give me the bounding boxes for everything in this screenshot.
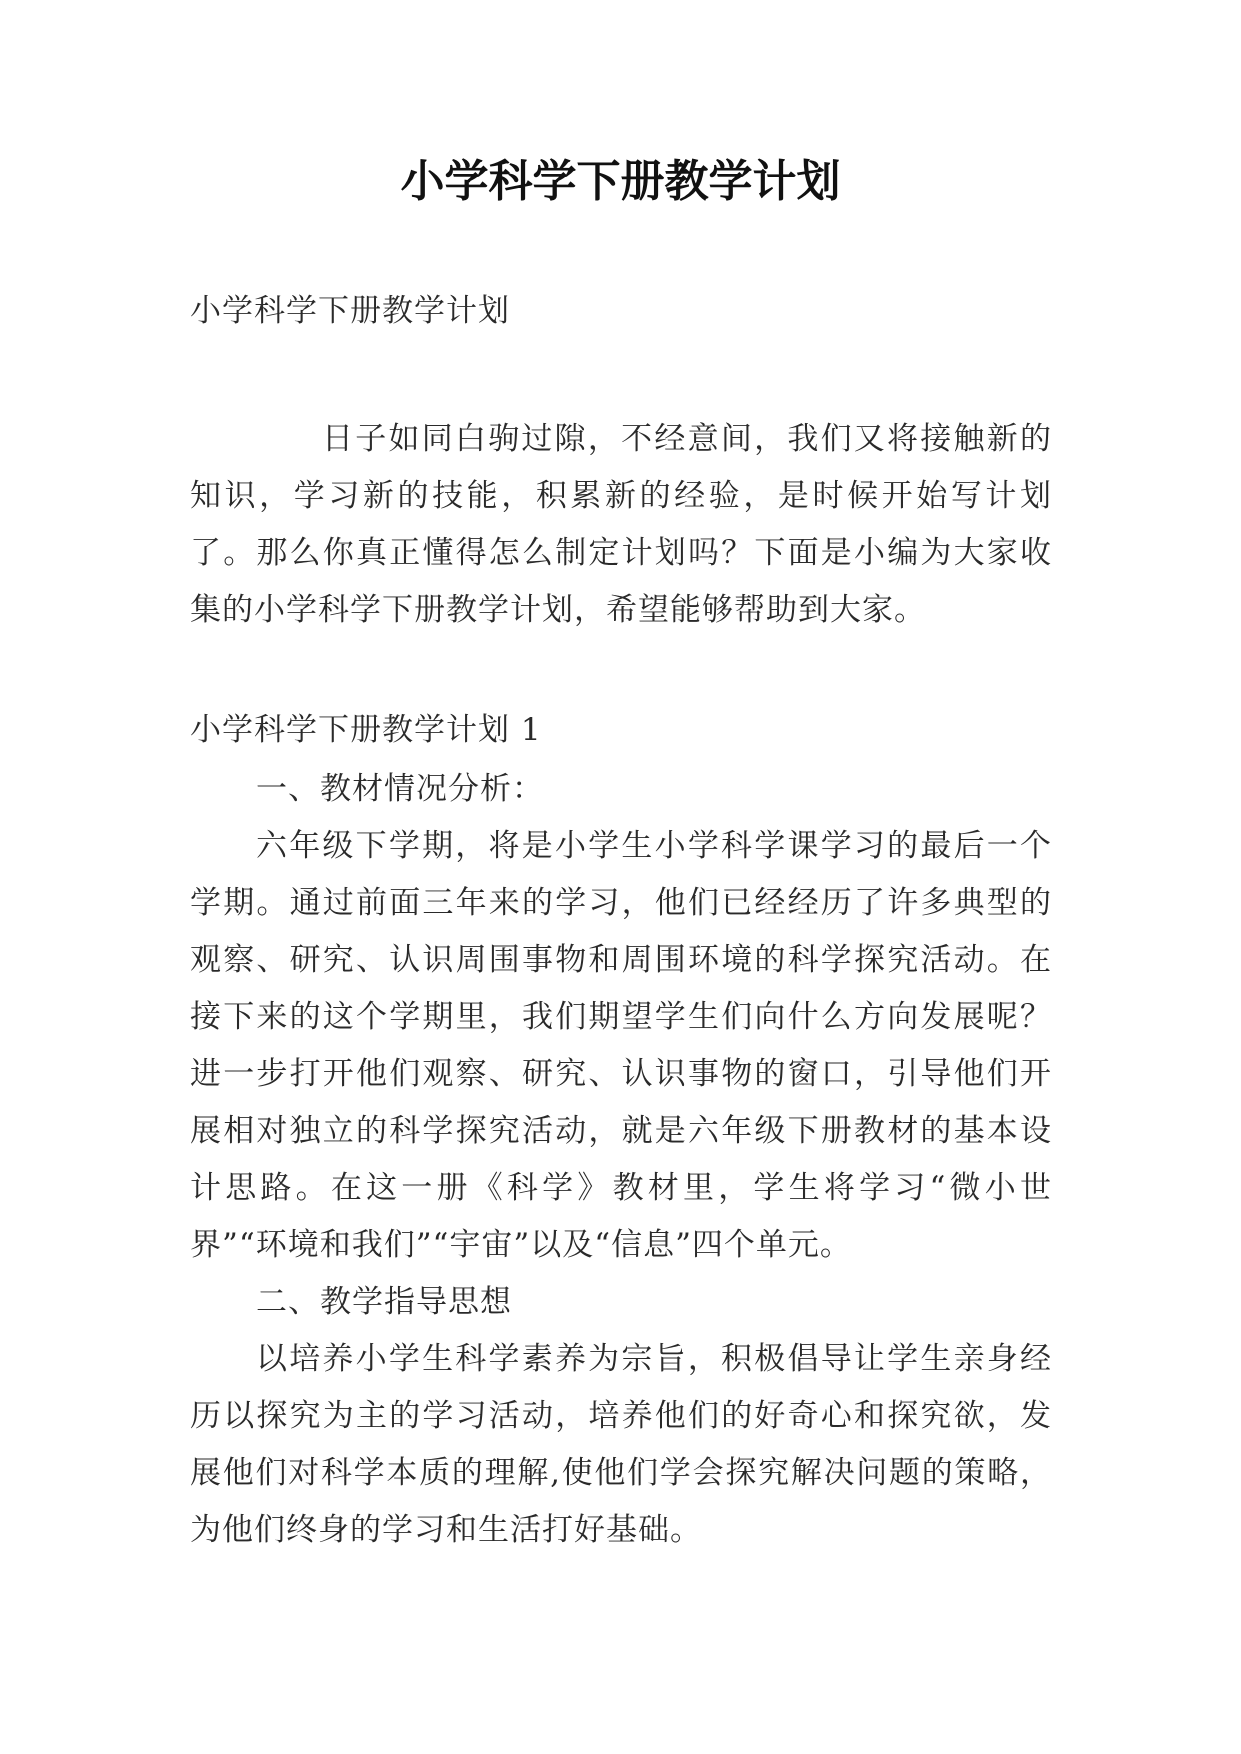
document-subtitle: 小学科学下册教学计划	[190, 293, 510, 329]
section-paragraph-guiding-ideology: 以培养小学生科学素养为宗旨，积极倡导让学生亲身经历以探究为主的学习活动，培养他们的好奇心和探究欲，发展他们对科学本质的理解,使他们学会探究解决问题的策略，为他们终身的学习和生活打好基础。	[190, 1341, 1052, 1548]
intro-paragraph: 日子如同白驹过隙，不经意间，我们又将接触新的知识，学习新的技能，积累新的经验，是时候开始写计划了。那么你真正懂得怎么制定计划吗？下面是小编为大家收集的小学科学下册教学计划，希望能够帮助到大家。	[190, 421, 1052, 628]
plan-content	[190, 761, 1052, 1559]
document-title: 小学科学下册教学计划	[400, 156, 841, 207]
section-heading-guiding-ideology: 二、教学指导思想	[256, 1284, 512, 1320]
plan-heading: 小学科学下册教学计划 1	[190, 712, 542, 748]
section-heading-materials: 一、教材情况分析：	[256, 771, 544, 807]
section-paragraph-materials: 六年级下学期，将是小学生小学科学课学习的最后一个学期。通过前面三年来的学习，他们已经经历了许多典型的观察、研究、认识周围事物和周围环境的科学探究活动。在接下来的这个学期里，我们期望学生们向什么方向发展呢？进一步打开他们观察、研究、认识事物的窗口，引导他们开展相对独立的科学探究活动，就是六年级下册教材的基本设计思路。在这一册《科学》教材里，学生将学习“微小世界”“环境和我们”“宇宙”以及“信息”四个单元。	[190, 828, 1052, 1263]
